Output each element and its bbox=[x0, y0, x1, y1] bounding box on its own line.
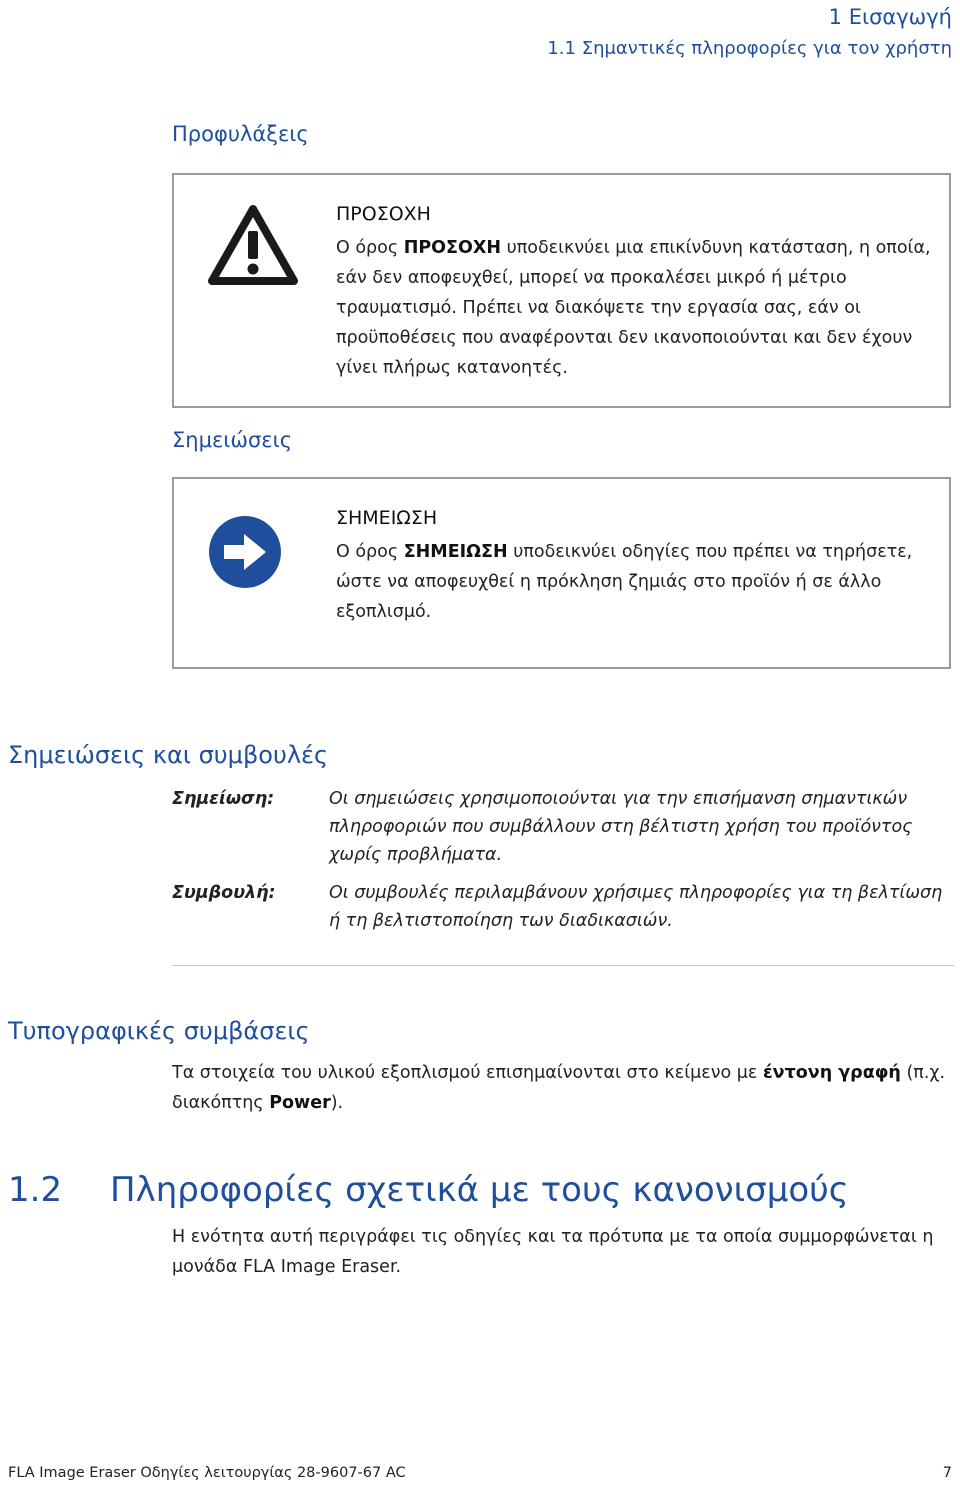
caution-text-suffix: υποδεικνύει μια επικίνδυνη κατάσταση, η οποία, εάν δεν αποφευχθεί, μπορεί να προκαλέσει μικρό ή μέτριο τραυματισμό. Πρέπει να διακόψετε την εργασία σας, εάν οι προϋποθέσεις που αναφέρονται δεν ικανοποιούνται και δεν έχουν γίνει πλήρως κατανοητές. bbox=[336, 238, 931, 378]
typographic-power-example: Power bbox=[269, 1093, 331, 1113]
notes-heading: Σημειώσεις bbox=[172, 428, 293, 452]
notes-tips-row bbox=[172, 785, 957, 869]
note-label: Σημείωση: bbox=[172, 789, 275, 809]
caution-title: ΠΡΟΣΟΧΗ bbox=[336, 203, 431, 225]
tip-label: Συμβουλή: bbox=[172, 883, 276, 903]
warning-triangle-icon bbox=[206, 203, 300, 291]
typographic-bold-example: έντονη γραφή bbox=[762, 1063, 901, 1083]
section-1-2-heading bbox=[8, 1170, 849, 1210]
note-text-suffix: υποδεικνύει οδηγίες που πρέπει να τηρήσετε, ώστε να αποφευχθεί η πρόκληση ζημιάς στο προϊόν ή σε άλλο εξοπλισμό. bbox=[336, 542, 913, 622]
section-number: 1.2 bbox=[8, 1170, 63, 1210]
tip-description: Οι συμβουλές περιλαμβάνουν χρήσιμες πληροφορίες για τη βελτίωση ή τη βελτιστοποίηση των διαδικασιών. bbox=[329, 883, 943, 931]
notes-tips-heading: Σημειώσεις και συμβουλές bbox=[8, 741, 329, 769]
caution-text-prefix: Ο όρος bbox=[336, 238, 404, 258]
section-title: Πληροφορίες σχετικά με τους κανονισμούς bbox=[110, 1170, 849, 1210]
footer-doc-title: FLA Image Eraser Οδηγίες λειτουργίας 28-9607-67 AC bbox=[8, 1465, 406, 1481]
note-content bbox=[336, 507, 937, 627]
note-text-prefix: Ο όρος bbox=[336, 542, 404, 562]
typographic-heading: Τυπογραφικές συμβάσεις bbox=[8, 1017, 310, 1045]
note-description: Οι σημειώσεις χρησιμοποιούνται για την επισήμανση σημαντικών πληροφοριών που συμβάλλουν στη βέλτιστη χρήση του προϊόντος χωρίς προβλήματα. bbox=[329, 789, 913, 865]
footer-page-number: 7 bbox=[942, 1465, 952, 1481]
typographic-text-prefix: Τα στοιχεία του υλικού εξοπλισμού επισημαίνονται στο κείμενο με bbox=[172, 1063, 763, 1083]
caution-content bbox=[336, 203, 937, 383]
caution-text bbox=[336, 233, 937, 383]
note-title: ΣΗΜΕΙΩΣΗ bbox=[336, 507, 438, 529]
divider bbox=[172, 965, 954, 966]
note-text bbox=[336, 537, 937, 627]
running-head bbox=[547, 2, 952, 64]
arrow-right-circle-icon bbox=[208, 515, 282, 593]
precautions-heading: Προφυλάξεις bbox=[172, 122, 309, 146]
typographic-text bbox=[172, 1058, 956, 1118]
note-box bbox=[172, 477, 951, 669]
running-head-chapter: 1 Εισαγωγή bbox=[828, 5, 952, 29]
caution-text-bold: ΠΡΟΣΟΧΗ bbox=[403, 238, 502, 258]
typographic-text-suffix: ). bbox=[330, 1093, 344, 1113]
caution-box bbox=[172, 173, 951, 408]
running-head-section: 1.1 Σημαντικές πληροφορίες για τον χρήστη bbox=[547, 38, 952, 59]
typographic-text-middle: (π.χ. διακόπτης bbox=[172, 1063, 946, 1113]
notes-tips-table bbox=[172, 785, 957, 935]
section-1-2-text: Η ενότητα αυτή περιγράφει τις οδηγίες και τα πρότυπα με τα οποία συμμορφώνεται η μονάδα FLA Image Eraser. bbox=[172, 1227, 934, 1277]
note-text-bold: ΣΗΜΕΙΩΣΗ bbox=[403, 542, 508, 562]
notes-tips-row bbox=[172, 879, 957, 935]
